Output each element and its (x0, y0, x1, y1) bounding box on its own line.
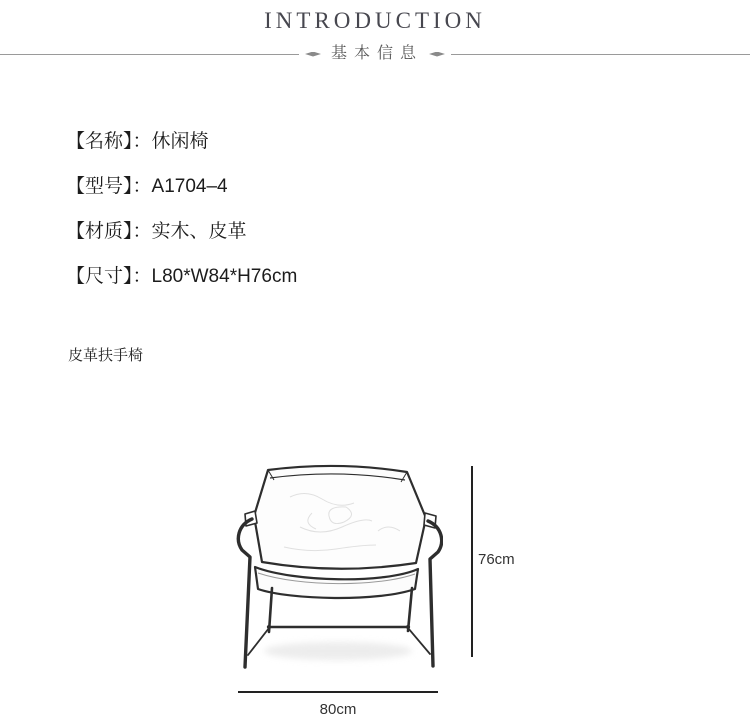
section-header (0, 42, 750, 66)
height-dimension-line (471, 466, 473, 657)
chair-seat (255, 567, 418, 598)
width-dimension-label: 80cm (319, 701, 357, 718)
armchair-sketch (228, 455, 443, 670)
product-caption: 皮革扶手椅 (68, 347, 144, 364)
spec-row-name (66, 132, 297, 152)
chair-arm-leg-left (238, 519, 252, 667)
page-title: INTRODUCTION (264, 8, 486, 33)
diamond-arrow-left-icon (305, 52, 321, 57)
spec-value: 休闲椅 (151, 131, 209, 152)
width-dimension-line (238, 691, 438, 693)
spec-row-size (66, 267, 297, 287)
spec-colon: ： (132, 176, 152, 197)
spec-colon: ： (132, 131, 152, 152)
dimension-figure (0, 440, 750, 720)
divider-line-right (451, 54, 750, 55)
spec-value: 实木、皮革 (151, 221, 247, 242)
height-dimension-label: 76cm (478, 551, 515, 568)
chair-rear-leg-right (408, 588, 412, 631)
divider-line-left (0, 54, 299, 55)
diamond-arrow-right-icon (429, 52, 445, 57)
spec-label: 【型号】 (66, 176, 133, 197)
chair-shadow (264, 642, 412, 660)
chair-backrest (254, 466, 426, 569)
spec-colon: ： (132, 266, 152, 287)
spec-label: 【名称】 (66, 131, 133, 152)
spec-value: L80*W84*H76cm (151, 266, 298, 287)
spec-row-model (66, 177, 297, 197)
spec-colon: ： (132, 221, 152, 242)
spec-list (66, 132, 297, 312)
spec-value: A1704–4 (151, 176, 228, 197)
section-subtitle: 基本信息 (331, 45, 424, 62)
spec-row-material (66, 222, 297, 242)
spec-label: 【材质】 (66, 221, 133, 242)
spec-label: 【尺寸】 (66, 266, 133, 287)
chair-arm-leg-right (428, 521, 442, 666)
